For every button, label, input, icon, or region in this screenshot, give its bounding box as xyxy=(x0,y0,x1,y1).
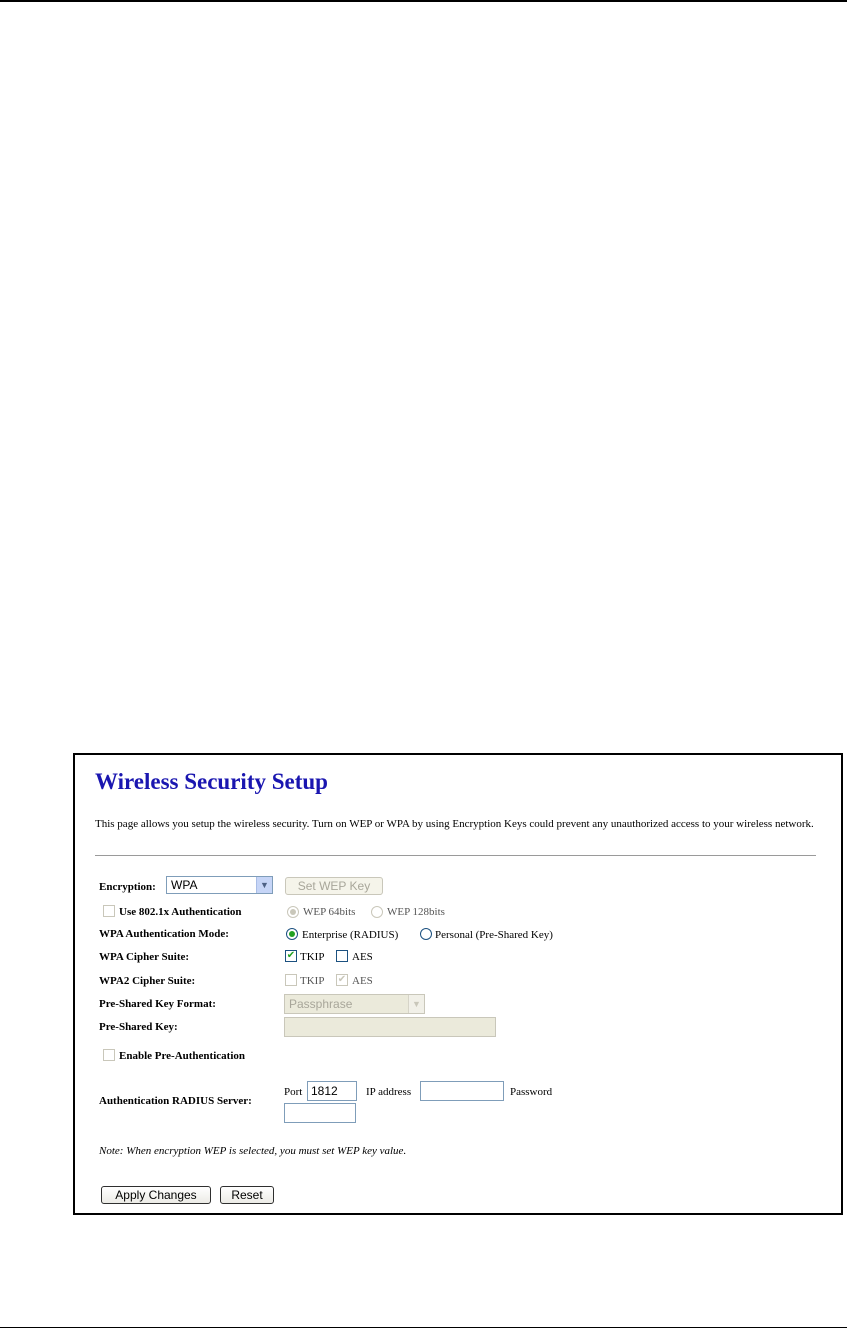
enterprise-radius-radio[interactable] xyxy=(286,928,298,940)
wpa2-aes-label: AES xyxy=(352,975,373,987)
encryption-select-value: WPA xyxy=(171,878,198,892)
wep128-radio[interactable] xyxy=(371,906,383,918)
page-description: This page allows you setup the wireless security. Turn on WEP or WPA by using Encryption Keys could prevent any unauthorized access to your wireless network. xyxy=(95,818,814,830)
psk-format-select-value: Passphrase xyxy=(289,997,353,1011)
wpa-aes-checkbox[interactable] xyxy=(336,950,348,962)
encryption-label: Encryption: xyxy=(99,881,156,893)
section-divider xyxy=(95,855,816,856)
radius-password-input[interactable] xyxy=(284,1103,356,1123)
radius-ip-input[interactable] xyxy=(420,1081,504,1101)
wpa-aes-label: AES xyxy=(352,951,373,963)
wpa-tkip-checkbox[interactable]: ✔ xyxy=(286,950,296,961)
page-bottom-rule xyxy=(0,1327,847,1328)
wpa2-tkip-label: TKIP xyxy=(300,975,325,987)
wep-note: Note: When encryption WEP is selected, you must set WEP key value. xyxy=(99,1145,407,1157)
set-wep-key-button[interactable]: Set WEP Key xyxy=(285,877,383,895)
wpa2-cipher-label: WPA2 Cipher Suite: xyxy=(99,975,196,987)
radius-port-input[interactable]: 1812 xyxy=(307,1081,357,1101)
radius-ip-label: IP address xyxy=(366,1086,412,1098)
personal-psk-radio[interactable] xyxy=(420,928,432,940)
encryption-select[interactable] xyxy=(166,876,273,894)
psk-label: Pre-Shared Key: xyxy=(99,1021,178,1033)
use-8021x-checkbox[interactable] xyxy=(103,905,115,917)
radius-port-label: Port xyxy=(284,1086,303,1098)
wpa2-tkip-checkbox[interactable] xyxy=(285,974,297,986)
enterprise-radius-label: Enterprise (RADIUS) xyxy=(302,929,399,941)
wep64-radio[interactable] xyxy=(287,906,299,918)
radius-server-label: Authentication RADIUS Server: xyxy=(99,1095,252,1107)
wpa-tkip-label: TKIP xyxy=(300,951,325,963)
pre-auth-label: Enable Pre-Authentication xyxy=(119,1050,245,1062)
reset-button[interactable]: Reset xyxy=(220,1186,274,1204)
pre-auth-checkbox[interactable] xyxy=(103,1049,115,1061)
page-title: Wireless Security Setup xyxy=(95,769,328,794)
psk-format-select[interactable] xyxy=(284,994,425,1014)
apply-changes-button[interactable]: Apply Changes xyxy=(101,1186,211,1204)
wep64-label: WEP 64bits xyxy=(303,906,356,918)
psk-input[interactable] xyxy=(284,1017,496,1037)
radius-password-label: Password xyxy=(510,1086,553,1098)
wpa-auth-mode-label: WPA Authentication Mode: xyxy=(99,928,229,940)
wep128-label: WEP 128bits xyxy=(387,906,445,918)
wpa2-aes-checkbox[interactable]: ✔ xyxy=(337,974,347,985)
wpa-cipher-label: WPA Cipher Suite: xyxy=(99,951,190,963)
personal-psk-label: Personal (Pre-Shared Key) xyxy=(435,929,553,941)
psk-format-label: Pre-Shared Key Format: xyxy=(99,998,216,1010)
wireless-security-panel xyxy=(73,753,843,1215)
chevron-down-icon: ▼ xyxy=(408,995,424,1013)
use-8021x-label: Use 802.1x Authentication xyxy=(119,906,242,918)
chevron-down-icon: ▼ xyxy=(256,877,272,893)
page-top-rule xyxy=(0,0,847,2)
